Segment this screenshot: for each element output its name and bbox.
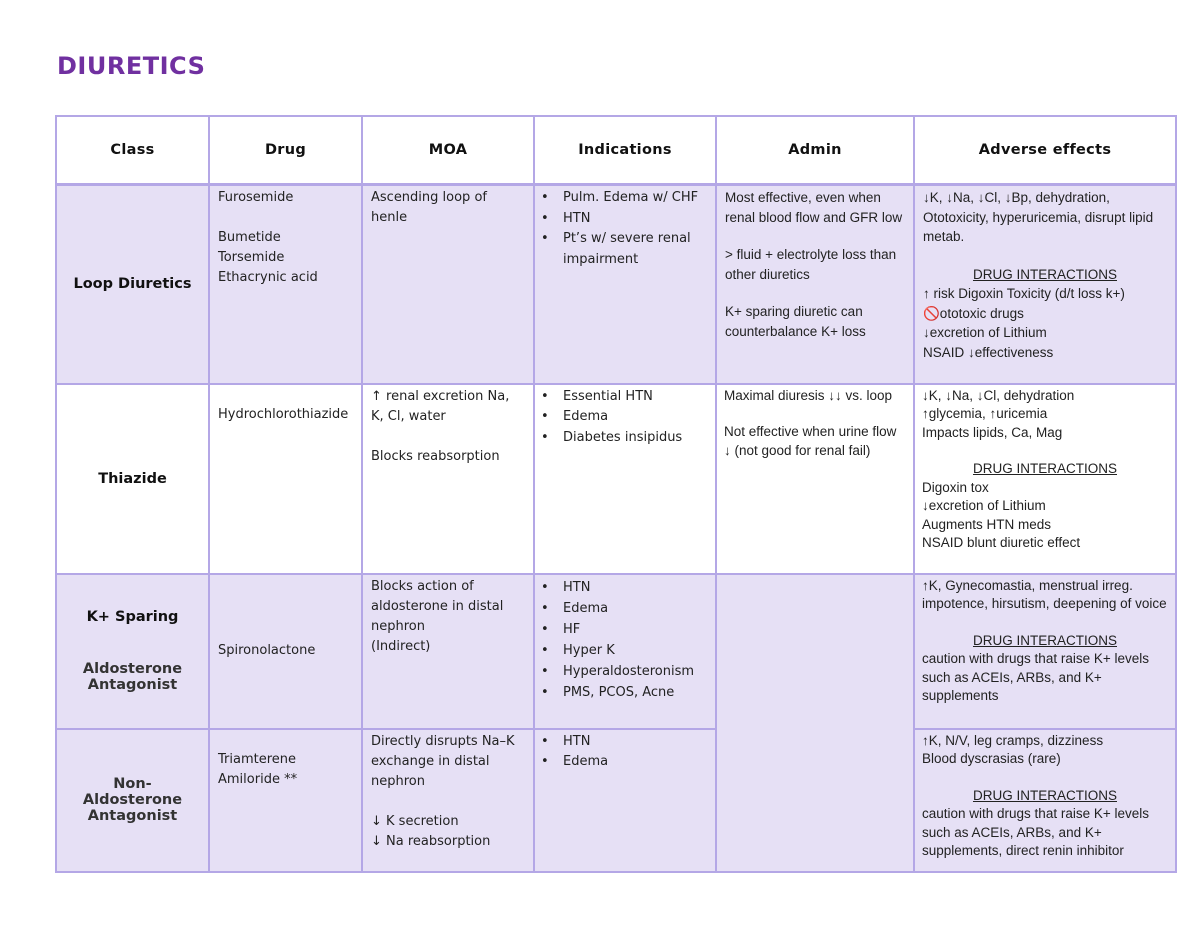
adverse-cell (914, 384, 1176, 574)
moa-cell (362, 185, 534, 384)
interactions-heading: DRUG INTERACTIONS (972, 461, 1117, 476)
interaction-item: Augments HTN meds (922, 516, 1052, 532)
moa-text: ↓ K secretion (371, 813, 459, 829)
admin-cell (716, 185, 914, 384)
moa-cell (362, 384, 534, 574)
list-item: • Edema (535, 752, 707, 773)
adverse-text: ↓K, ↓Na, ↓Cl, ↓Bp, dehydration, Ototoxicity, hyperuricemia, disrupt lipid metab. (923, 190, 1154, 244)
class-cell (56, 574, 209, 729)
subclass-name: Aldosterone Antagonist (82, 661, 183, 693)
adverse-text: ↑K, Gynecomastia, menstrual irreg. impotence, hirsutism, deepening of voice (922, 577, 1167, 611)
interaction-item: ↑ risk Digoxin Toxicity (d/t loss k+) (923, 286, 1125, 301)
list-item: • HTN (535, 732, 707, 753)
drug-cell (209, 384, 362, 574)
admin-text: Maximal diuresis ↓↓ vs. loop (724, 387, 893, 403)
list-item: • Pt’s w/ severe renal impairment (535, 229, 707, 270)
drug-name: Triamterene (218, 751, 297, 767)
list-item: • Diabetes insipidus (535, 428, 707, 449)
interaction-item: 🚫ototoxic drugs (923, 305, 1024, 321)
indications-cell (534, 185, 716, 384)
list-item: • Hyperaldosteronism (535, 661, 707, 682)
moa-text: (Indirect) (371, 638, 431, 654)
header-admin: Admin (716, 116, 914, 185)
interaction-item: caution with drugs that raise K+ levels such as ACEIs, ARBs, and K+ supplements, direct renin inhibitor (922, 806, 1149, 858)
indications-cell (534, 384, 716, 574)
table-row-thiazide (56, 384, 1176, 574)
admin-text: > fluid + electrolyte loss than other diuretics (725, 247, 897, 282)
class-name: K+ Sparing (86, 609, 179, 625)
adverse-cell (914, 729, 1176, 872)
class-cell (56, 384, 209, 574)
header-class: Class (56, 116, 209, 185)
adverse-text: ↓K, ↓Na, ↓Cl, dehydration (922, 387, 1075, 403)
admin-text: Most effective, even when renal blood flow and GFR low (725, 190, 903, 225)
interaction-item: Digoxin tox (922, 479, 989, 495)
table-row-k-sparing (56, 574, 1176, 729)
admin-cell (716, 384, 914, 574)
table-row-loop (56, 185, 1176, 384)
list-item: • Essential HTN (535, 387, 707, 408)
header-adverse-effects: Adverse effects (914, 116, 1176, 185)
moa-text: Directly disrupts Na–K exchange in distal nephron (371, 733, 515, 789)
interaction-item: caution with drugs that raise K+ levels such as ACEIs, ARBs, and K+ supplements (922, 651, 1149, 703)
drug-name: Spironolactone (218, 643, 316, 658)
interactions-heading: DRUG INTERACTIONS (972, 632, 1117, 648)
moa-text: Blocks reabsorption (371, 448, 500, 464)
adverse-text: ↑K, N/V, leg cramps, dizziness (922, 732, 1104, 748)
moa-text: ↓ Na reabsorption (371, 833, 491, 849)
adverse-text: ↑glycemia, ↑uricemia (922, 406, 1048, 421)
drug-name: Torsemide (218, 250, 285, 265)
adverse-text: Impacts lipids, Ca, Mag (922, 424, 1063, 440)
admin-text: K+ sparing diuretic can counterbalance K+ loss (725, 304, 866, 339)
header-row (56, 116, 1176, 185)
class-cell (56, 185, 209, 384)
list-item: • HTN (535, 577, 707, 598)
adverse-cell (914, 185, 1176, 384)
interactions-heading: DRUG INTERACTIONS (972, 787, 1117, 803)
adverse-cell (914, 574, 1176, 729)
header-indications: Indications (534, 116, 716, 185)
class-name: Loop Diuretics (73, 276, 192, 293)
table-row-non-aldosterone (56, 729, 1176, 872)
drug-name: Amiloride ** (218, 771, 298, 787)
class-cell (56, 729, 209, 872)
admin-text: Not effective when urine flow ↓ (not good for renal fail) (724, 424, 897, 458)
moa-text: Blocks action of aldosterone in distal nephron (371, 578, 504, 634)
interactions-heading: DRUG INTERACTIONS (972, 266, 1117, 282)
list-item: • Pulm. Edema w/ CHF (535, 188, 707, 209)
list-item: • PMS, PCOS, Acne (535, 682, 707, 703)
admin-cell-empty (716, 574, 914, 872)
header-moa: MOA (362, 116, 534, 185)
moa-cell (362, 729, 534, 872)
drug-cell (209, 729, 362, 872)
moa-text: henle (371, 210, 408, 225)
drug-name: Ethacrynic acid (218, 270, 318, 285)
indications-cell (534, 729, 716, 872)
class-name: Non-Aldosterone Antagonist (82, 776, 183, 824)
moa-text: ↑ renal excretion Na, K, Cl, water (371, 388, 510, 424)
page-title: DIURETICS (57, 52, 206, 80)
interaction-item: ↓excretion of Lithium (922, 498, 1046, 513)
drug-cell (209, 574, 362, 729)
moa-text: Ascending loop of (371, 190, 487, 205)
interaction-item: NSAID ↓effectiveness (923, 344, 1054, 360)
indications-cell (534, 574, 716, 729)
header-drug: Drug (209, 116, 362, 185)
interaction-item: ↓excretion of Lithium (923, 325, 1047, 340)
drug-name: Furosemide (218, 190, 294, 205)
list-item: • HF (535, 619, 707, 640)
adverse-text: Blood dyscrasias (rare) (922, 751, 1061, 766)
list-item: • Hyper K (535, 640, 707, 661)
drug-name: Hydrochlorothiazide (218, 406, 349, 422)
list-item: • Edema (535, 598, 707, 619)
diuretics-table (55, 115, 1177, 873)
drug-cell (209, 185, 362, 384)
list-item: • HTN (535, 209, 707, 230)
drug-name: Bumetide (218, 230, 281, 245)
class-name: Thiazide (98, 470, 167, 487)
interaction-item: NSAID blunt diuretic effect (922, 535, 1081, 550)
moa-cell (362, 574, 534, 729)
list-item: • Edema (535, 407, 707, 428)
